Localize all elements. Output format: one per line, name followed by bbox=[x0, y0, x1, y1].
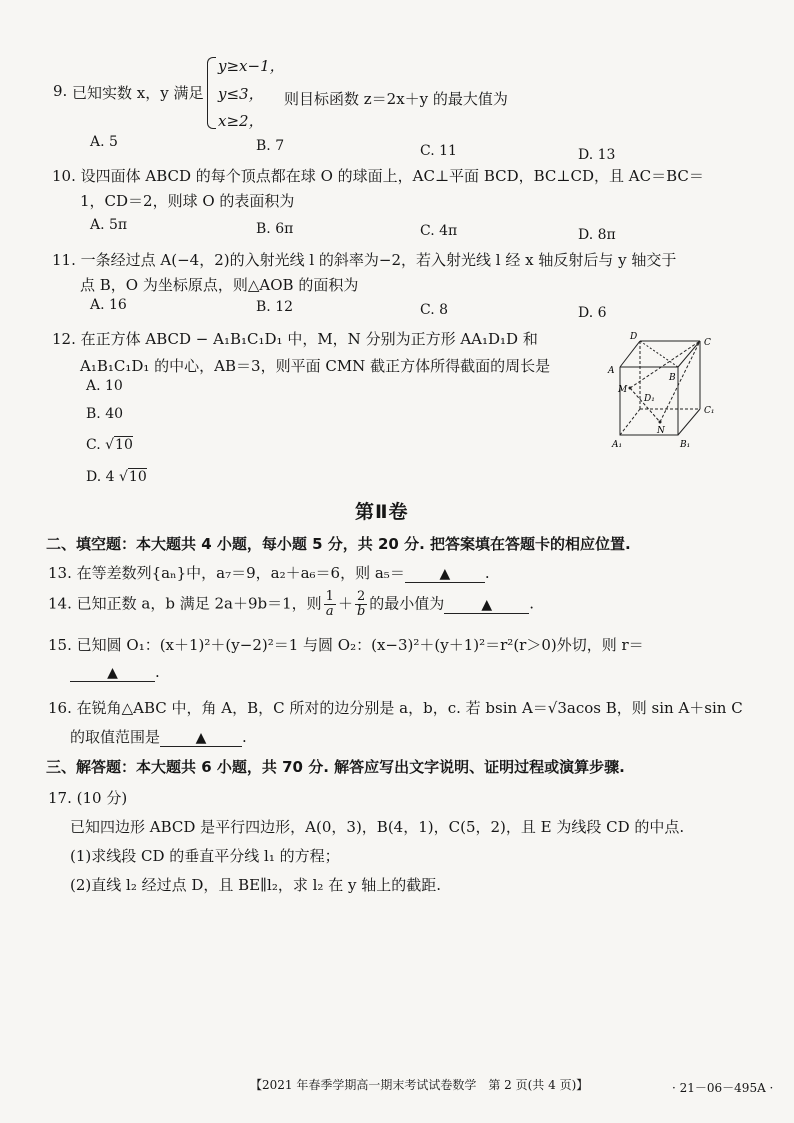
q14-plus: ＋ bbox=[337, 594, 353, 613]
q14-answer-blank[interactable] bbox=[444, 595, 529, 614]
q13-blank-mark: ▲ bbox=[439, 566, 451, 582]
q10-line-1: 10. 设四面体 ABCD 的每个顶点都在球 O 的球面上，AC⊥平面 BCD，BC⊥CD，且 AC＝BC＝ bbox=[52, 167, 704, 185]
q13-text: 13. 在等差数列{aₙ}中，a₇＝9，a₂＋a₆＝6，则 a₅＝ bbox=[48, 564, 405, 582]
q15-period: . bbox=[155, 663, 160, 681]
cube-label-c: C bbox=[704, 338, 711, 348]
q17-line-1: 已知四边形 ABCD 是平行四边形，A(0，3)，B(4，1)，C(5，2)，且 E 为线段 CD 的中点. bbox=[70, 818, 685, 836]
footer-code: · 21－06－495A · bbox=[672, 1081, 774, 1095]
q17-part-2: (2)直线 l₂ 经过点 D，且 BE∥l₂，求 l₂ 在 y 轴上的截距. bbox=[70, 876, 441, 894]
q14-mid-text: 的最小值为 bbox=[369, 594, 445, 613]
q9-option-a: A. 5 bbox=[90, 134, 118, 150]
q16-answer-blank[interactable] bbox=[160, 728, 242, 747]
q15-answer-blank[interactable] bbox=[70, 663, 155, 682]
cube-label-c1: C₁ bbox=[704, 406, 715, 416]
cube-label-d1: D₁ bbox=[644, 394, 655, 404]
q10-option-d: D. 8π bbox=[578, 227, 616, 243]
part-2-title: 第Ⅱ卷 bbox=[355, 501, 409, 523]
q13 bbox=[48, 562, 490, 583]
q9-option-d: D. 13 bbox=[578, 147, 616, 163]
q15-line-1: 15. 已知圆 O₁：(x＋1)²＋(y−2)²＝1 与圆 O₂：(x−3)²＋(y＋1)²＝r²(r＞0)外切，则 r＝ bbox=[48, 636, 644, 654]
q9-option-c: C. 11 bbox=[420, 143, 457, 159]
q16-blank-mark: ▲ bbox=[195, 730, 207, 746]
q12-line-1: 12. 在正方体 ABCD − A₁B₁C₁D₁ 中，M，N 分别为正方形 AA₁D₁D 和 bbox=[52, 330, 538, 348]
q10-option-b: B. 6π bbox=[256, 221, 294, 237]
q16-text: 的取值范围是 bbox=[70, 728, 161, 746]
section-3-heading: 三、解答题：本大题共 6 小题，共 70 分. 解答应写出文字说明、证明过程或演算步骤. bbox=[46, 758, 625, 776]
cube-label-m: M bbox=[618, 385, 628, 395]
q10-option-c: C. 4π bbox=[420, 223, 458, 239]
q14-blank-mark: ▲ bbox=[481, 596, 493, 613]
q14 bbox=[48, 590, 534, 619]
cube-label-d: D bbox=[630, 332, 638, 342]
q16-period: . bbox=[242, 728, 247, 746]
q9-lead: 已知实数 x，y 满足 bbox=[72, 84, 204, 102]
q9-option-b: B. 7 bbox=[256, 138, 285, 154]
q11-option-d: D. 6 bbox=[578, 305, 607, 321]
cube-label-a1: A₁ bbox=[612, 440, 623, 450]
q14-frac-2: $\frac{2}{b}$ bbox=[356, 589, 366, 619]
q10-option-a: A. 5π bbox=[90, 217, 128, 233]
q11-line-1: 11. 一条经过点 A(−4，2)的入射光线 l 的斜率为−2，若入射光线 l 经 x 轴反射后与 y 轴交于 bbox=[52, 251, 677, 269]
cube-figure bbox=[600, 325, 720, 453]
q9-tail: 则目标函数 z＝2x＋y 的最大值为 bbox=[284, 90, 508, 108]
cube-label-b: B bbox=[669, 373, 676, 383]
footer-title: 【2021 年春季学期高一期末考试试卷数学 第 2 页(共 4 页)】 bbox=[250, 1078, 589, 1092]
cube-label-n: N bbox=[657, 426, 665, 436]
q9-cond-1: y≥x−1， bbox=[218, 57, 285, 75]
q12-option-a: A. 10 bbox=[86, 378, 123, 394]
q17-heading: 17. (10 分) bbox=[48, 789, 128, 807]
q11-option-a: A. 16 bbox=[90, 297, 127, 313]
cube-point-m bbox=[629, 387, 632, 390]
cube-label-b1: B₁ bbox=[680, 440, 691, 450]
q13-answer-blank[interactable] bbox=[405, 564, 485, 583]
q16-line-2 bbox=[70, 726, 247, 747]
q15-line-2 bbox=[70, 663, 160, 682]
q12-option-b: B. 40 bbox=[86, 406, 124, 422]
section-2-heading: 二、填空题：本大题共 4 小题，每小题 5 分，共 20 分. 把答案填在答题卡的相应位置. bbox=[46, 535, 631, 553]
q15-blank-mark: ▲ bbox=[107, 665, 118, 681]
q12-option-c: C. √10 bbox=[86, 437, 133, 453]
q13-period: . bbox=[484, 564, 490, 582]
q17-part-1: (1)求线段 CD 的垂直平分线 l₁ 的方程； bbox=[70, 847, 340, 865]
q11-option-b: B. 12 bbox=[256, 299, 294, 315]
q11-option-c: C. 8 bbox=[420, 302, 449, 318]
q12-line-2: A₁B₁C₁D₁ 的中心，AB＝3，则平面 CMN 截正方体所得截面的周长是 bbox=[80, 357, 551, 375]
cube-point-n bbox=[659, 421, 662, 424]
q11-line-2: 点 B，O 为坐标原点，则△AOB 的面积为 bbox=[80, 276, 359, 294]
q16-line-1: 16. 在锐角△ABC 中，角 A，B，C 所对的边分别是 a，b，c. 若 bsin A＝√3acos B，则 sin A＋sin C bbox=[48, 699, 743, 717]
q9-cond-2: y≤3， bbox=[218, 85, 264, 103]
q9-cond-3: x≥2， bbox=[218, 112, 264, 130]
q12-option-d: D. 4 √10 bbox=[86, 469, 147, 485]
q14-period: . bbox=[529, 594, 535, 613]
q14-frac-1: $\frac{1}{a}$ bbox=[325, 589, 334, 619]
q10-line-2: 1，CD＝2，则球 O 的表面积为 bbox=[80, 192, 295, 210]
q9-brace bbox=[207, 57, 216, 129]
cube-label-a: A bbox=[608, 366, 615, 376]
q14-text: 14. 已知正数 a，b 满足 2a＋9b＝1，则 bbox=[48, 594, 322, 613]
q9-number: 9. bbox=[53, 82, 68, 100]
